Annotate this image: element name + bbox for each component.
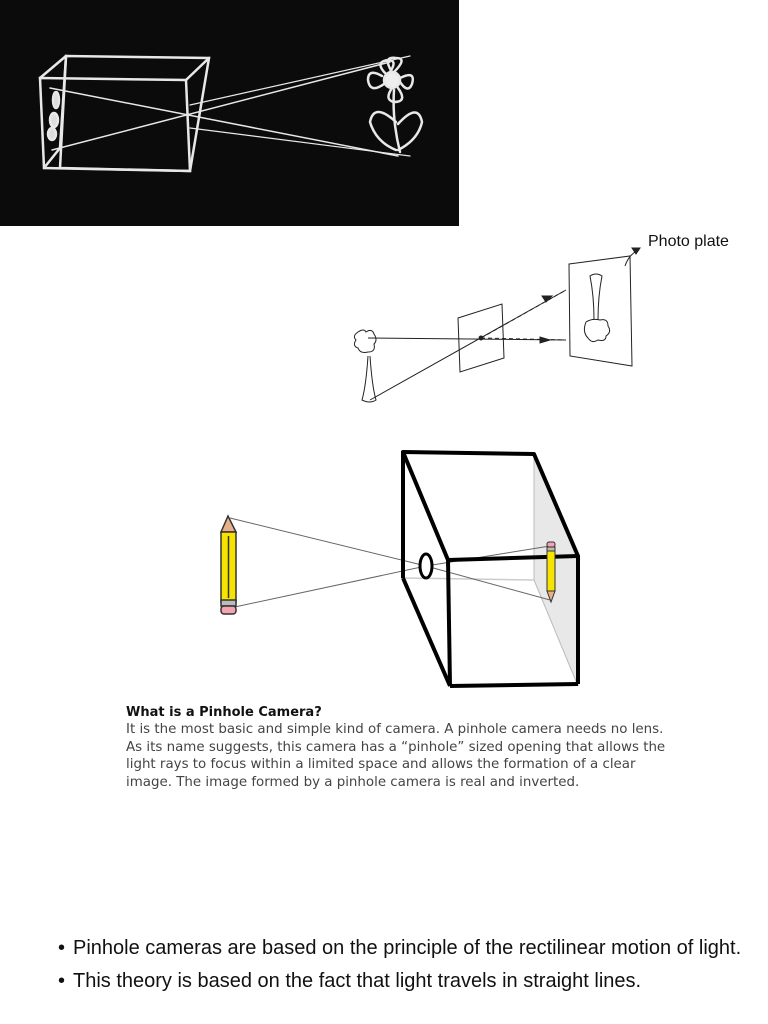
photo-plate-label: Photo plate — [648, 233, 729, 250]
info-title: What is a Pinhole Camera? — [126, 705, 322, 720]
bullet-list — [58, 936, 748, 1002]
bullet-text: This theory is based on the fact that light travels in straight lines. — [73, 970, 642, 992]
bullet-text: Pinhole cameras are based on the principle of the rectilinear motion of light. — [73, 937, 742, 959]
pinhole-box-diagram — [200, 440, 600, 690]
photo-plate-diagram — [340, 226, 760, 416]
bullet-item — [58, 969, 748, 993]
chalk-pinhole-drawing — [0, 0, 459, 226]
info-body: It is the most basic and simple kind of camera. A pinhole camera needs no lens. As its name suggests, this camera has a “pinhole” sized opening that allows the light rays to focus within a limited space and allows the formation of a clear image. The image formed by a pinhole camera is real and inverted. — [126, 722, 666, 790]
info-block — [126, 704, 671, 791]
bullet-marker: • — [58, 970, 66, 992]
bullet-marker: • — [58, 937, 66, 959]
bullet-item — [58, 936, 748, 960]
